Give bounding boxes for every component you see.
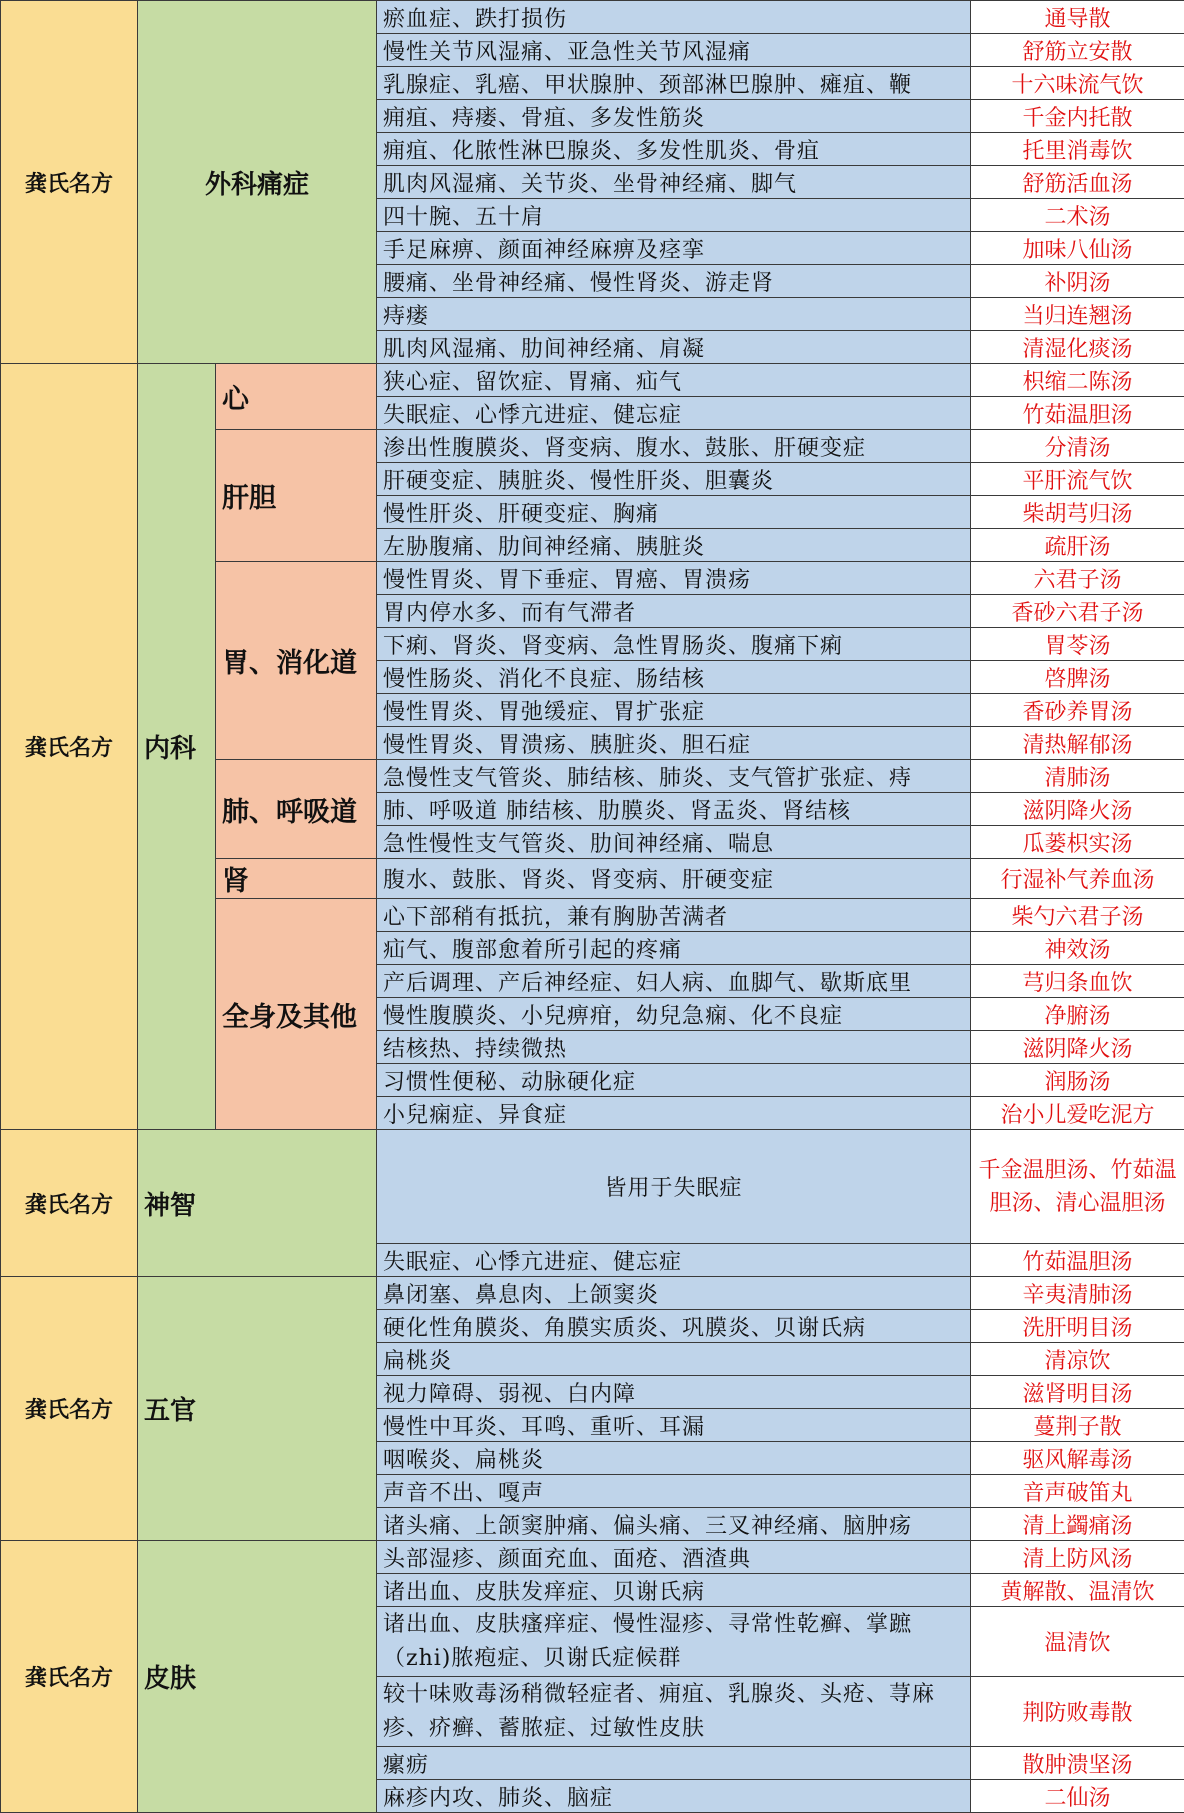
formula-cell: 平肝流气饮 — [971, 463, 1184, 496]
disease-cell: 瘰疬 — [377, 1747, 971, 1780]
disease-cell: 视力障碍、弱视、白内障 — [377, 1376, 971, 1409]
disease-cell: 手足麻痹、颜面神经麻痹及痉挛 — [377, 232, 971, 265]
formula-cell: 六君子汤 — [971, 562, 1184, 595]
disease-cell: 痔瘘 — [377, 298, 971, 331]
disease-cell: 痈疽、化脓性淋巴腺炎、多发性肌炎、骨疽 — [377, 133, 971, 166]
disease-cell: 慢性关节风湿痛、亚急性关节风湿痛 — [377, 34, 971, 67]
disease-cell: 腹水、鼓胀、肾炎、肾变病、肝硬变症 — [377, 859, 971, 899]
formula-cell: 托里消毒饮 — [971, 133, 1184, 166]
disease-cell: 心下部稍有抵抗，兼有胸胁苦满者 — [377, 899, 971, 932]
formula-cell: 通导散 — [971, 1, 1184, 34]
formula-cell: 清热解郁汤 — [971, 727, 1184, 760]
disease-cell: 小兒痫症、异食症 — [377, 1097, 971, 1130]
table-row — [1, 364, 1184, 397]
formula-cell: 枳缩二陈汤 — [971, 364, 1184, 397]
disease-cell: 渗出性腹膜炎、肾变病、腹水、鼓胀、肝硬变症 — [377, 430, 971, 463]
source-cell: 龚氏名方 — [1, 1277, 138, 1541]
formula-cell: 神效汤 — [971, 932, 1184, 965]
formula-cell: 黄解散、温清饮 — [971, 1574, 1184, 1607]
subcategory-cell: 心 — [216, 364, 377, 430]
disease-cell: 左胁腹痛、肋间神经痛、胰脏炎 — [377, 529, 971, 562]
formula-cell: 柴勺六君子汤 — [971, 899, 1184, 932]
formula-cell: 蔓荆子散 — [971, 1409, 1184, 1442]
formula-cell: 荆防败毒散 — [971, 1677, 1184, 1747]
formula-cell: 二仙汤 — [971, 1780, 1184, 1813]
formula-cell: 清湿化痰汤 — [971, 331, 1184, 364]
table-row — [1, 1, 1184, 34]
formula-cell: 润肠汤 — [971, 1064, 1184, 1097]
formula-cell: 清肺汤 — [971, 760, 1184, 793]
source-cell: 龚氏名方 — [1, 1, 138, 364]
disease-cell: 慢性中耳炎、耳鸣、重听、耳漏 — [377, 1409, 971, 1442]
disease-cell: 胃内停水多、而有气滞者 — [377, 595, 971, 628]
formula-cell: 净腑汤 — [971, 998, 1184, 1031]
source-cell: 龚氏名方 — [1, 364, 138, 1130]
disease-cell: 失眠症、心悸亢进症、健忘症 — [377, 397, 971, 430]
disease-cell: 肺、呼吸道 肺结核、肋膜炎、肾盂炎、肾结核 — [377, 793, 971, 826]
disease-cell: 慢性胃炎、胃弛缓症、胃扩张症 — [377, 694, 971, 727]
formula-cell: 分清汤 — [971, 430, 1184, 463]
source-cell: 龚氏名方 — [1, 1130, 138, 1277]
formula-cell: 补阴汤 — [971, 265, 1184, 298]
subcategory-cell: 肝胆 — [216, 430, 377, 562]
table-row — [1, 1130, 1184, 1244]
disease-cell: 慢性胃炎、胃溃疡、胰脏炎、胆石症 — [377, 727, 971, 760]
formula-cell: 当归连翘汤 — [971, 298, 1184, 331]
source-cell: 龚氏名方 — [1, 1541, 138, 1813]
disease-cell: 慢性胃炎、胃下垂症、胃癌、胃溃疡 — [377, 562, 971, 595]
formula-cell: 加味八仙汤 — [971, 232, 1184, 265]
disease-cell: 失眠症、心悸亢进症、健忘症 — [377, 1244, 971, 1277]
category-cell: 内科 — [138, 364, 216, 1130]
formula-cell: 洗肝明目汤 — [971, 1310, 1184, 1343]
subcategory-cell: 肾 — [216, 859, 377, 899]
disease-cell: 产后调理、产后神经症、妇人病、血脚气、歇斯底里 — [377, 965, 971, 998]
disease-cell: 疝气、腹部愈着所引起的疼痛 — [377, 932, 971, 965]
disease-cell: 急性慢性支气管炎、肋间神经痛、喘息 — [377, 826, 971, 859]
category-cell: 神智 — [138, 1130, 377, 1277]
disease-cell: 腰痛、坐骨神经痛、慢性肾炎、游走肾 — [377, 265, 971, 298]
subcategory-cell: 全身及其他 — [216, 899, 377, 1130]
category-cell: 五官 — [138, 1277, 377, 1541]
formula-cell: 辛夷清肺汤 — [971, 1277, 1184, 1310]
formula-cell: 温清饮 — [971, 1607, 1184, 1677]
formula-cell: 清凉饮 — [971, 1343, 1184, 1376]
formula-cell: 疏肝汤 — [971, 529, 1184, 562]
category-cell: 皮肤 — [138, 1541, 377, 1813]
formula-cell: 十六味流气饮 — [971, 67, 1184, 100]
disease-cell: 咽喉炎、扁桃炎 — [377, 1442, 971, 1475]
formula-cell: 胃苓汤 — [971, 628, 1184, 661]
disease-cell: 硬化性角膜炎、角膜实质炎、巩膜炎、贝谢氏病 — [377, 1310, 971, 1343]
disease-cell: 狭心症、留饮症、胃痛、疝气 — [377, 364, 971, 397]
formula-cell: 滋阴降火汤 — [971, 1031, 1184, 1064]
disease-cell: 肌肉风湿痛、关节炎、坐骨神经痛、脚气 — [377, 166, 971, 199]
formula-cell: 散肿溃坚汤 — [971, 1747, 1184, 1780]
formula-cell: 千金温胆汤、竹茹温胆汤、清心温胆汤 — [971, 1130, 1184, 1244]
disease-cell: 麻疹内攻、肺炎、脑症 — [377, 1780, 971, 1813]
formula-cell: 清上蠲痛汤 — [971, 1508, 1184, 1541]
disease-cell: 慢性肠炎、消化不良症、肠结核 — [377, 661, 971, 694]
disease-cell: 慢性腹膜炎、小兒痹疳，幼兒急痫、化不良症 — [377, 998, 971, 1031]
category-cell: 外科痛症 — [138, 1, 377, 364]
disease-cell: 扁桃炎 — [377, 1343, 971, 1376]
disease-cell: 鼻闭塞、鼻息肉、上颌窦炎 — [377, 1277, 971, 1310]
formula-cell: 舒筋活血汤 — [971, 166, 1184, 199]
formula-cell: 香砂养胃汤 — [971, 694, 1184, 727]
formula-cell: 柴胡芎归汤 — [971, 496, 1184, 529]
formula-cell: 千金内托散 — [971, 100, 1184, 133]
disease-cell: 痈疽、痔瘘、骨疽、多发性筋炎 — [377, 100, 971, 133]
disease-cell: 声音不出、嘎声 — [377, 1475, 971, 1508]
disease-cell: 急慢性支气管炎、肺结核、肺炎、支气管扩张症、痔 — [377, 760, 971, 793]
formula-cell: 舒筋立安散 — [971, 34, 1184, 67]
formula-cell: 治小儿爱吃泥方 — [971, 1097, 1184, 1130]
formula-cell: 瓜蒌枳实汤 — [971, 826, 1184, 859]
disease-cell: 较十味败毒汤稍微轻症者、痈疽、乳腺炎、头疮、荨麻疹、疥癣、蓄脓症、过敏性皮肤 — [377, 1677, 971, 1747]
formula-cell: 驱风解毒汤 — [971, 1442, 1184, 1475]
formula-cell: 行湿补气养血汤 — [971, 859, 1184, 899]
formula-cell: 竹茹温胆汤 — [971, 397, 1184, 430]
disease-cell: 诸头痛、上颌窦肿痛、偏头痛、三叉神经痛、脑肿疡 — [377, 1508, 971, 1541]
disease-cell: 结核热、持续微热 — [377, 1031, 971, 1064]
formula-cell: 芎归条血饮 — [971, 965, 1184, 998]
disease-cell: 四十腕、五十肩 — [377, 199, 971, 232]
formula-cell: 竹茹温胆汤 — [971, 1244, 1184, 1277]
formula-cell: 滋阴降火汤 — [971, 793, 1184, 826]
table-row — [1, 1277, 1184, 1310]
formula-cell: 清上防风汤 — [971, 1541, 1184, 1574]
disease-cell: 慢性肝炎、肝硬变症、胸痛 — [377, 496, 971, 529]
disease-cell: 肝硬变症、胰脏炎、慢性肝炎、胆囊炎 — [377, 463, 971, 496]
disease-cell: 肌肉风湿痛、肋间神经痛、肩凝 — [377, 331, 971, 364]
subcategory-cell: 肺、呼吸道 — [216, 760, 377, 859]
disease-cell: 头部湿疹、颜面充血、面疮、酒渣典 — [377, 1541, 971, 1574]
subcategory-cell: 胃、消化道 — [216, 562, 377, 760]
disease-cell: 习惯性便秘、动脉硬化症 — [377, 1064, 971, 1097]
formula-cell: 香砂六君子汤 — [971, 595, 1184, 628]
disease-cell: 皆用于失眠症 — [377, 1130, 971, 1244]
disease-cell: 诸出血、皮肤发痒症、贝谢氏病 — [377, 1574, 971, 1607]
disease-cell: 下痢、肾炎、肾变病、急性胃肠炎、腹痛下痢 — [377, 628, 971, 661]
table-row — [1, 1541, 1184, 1574]
formula-cell: 滋肾明目汤 — [971, 1376, 1184, 1409]
disease-cell: 瘀血症、跌打损伤 — [377, 1, 971, 34]
formula-cell: 二术汤 — [971, 199, 1184, 232]
formula-cell: 音声破笛丸 — [971, 1475, 1184, 1508]
disease-cell: 诸出血、皮肤瘙痒症、慢性湿疹、寻常性乾癣、掌蹠（zhi)脓疱症、贝谢氏症候群 — [377, 1607, 971, 1677]
disease-cell: 乳腺症、乳癌、甲状腺肿、颈部淋巴腺肿、瘫疽、鞭 — [377, 67, 971, 100]
formula-cell: 啓脾汤 — [971, 661, 1184, 694]
